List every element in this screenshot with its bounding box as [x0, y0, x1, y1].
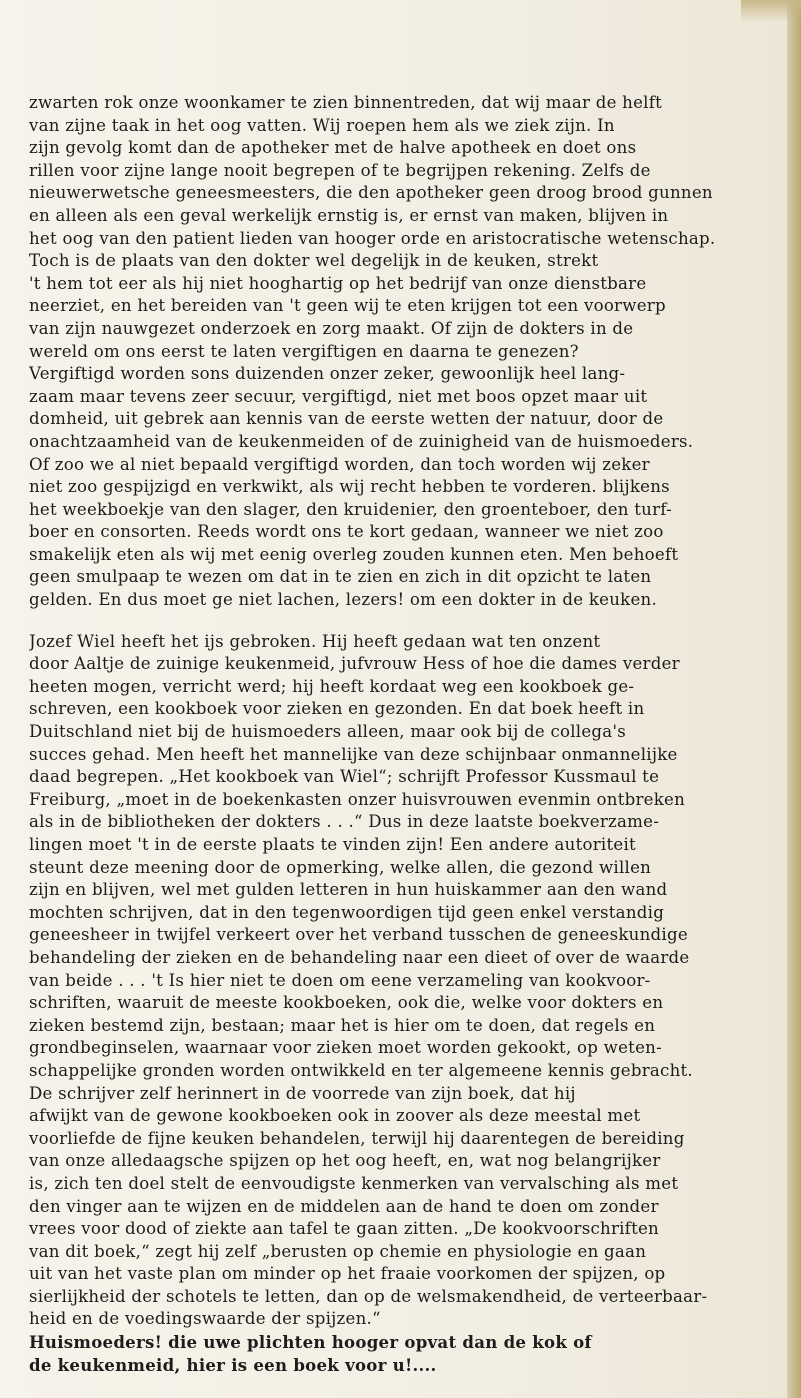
text-line: en alleen als een geval werkelijk ernstig is, er ernst van maken, blijven in — [29, 205, 669, 225]
text-line: steunt deze meening door de opmerking, welke allen, die gezond willen — [29, 857, 652, 877]
text-line: van zijn nauwgezet onderzoek en zorg maakt. Of zijn de dokters in de — [29, 318, 634, 338]
text-line: rillen voor zijne lange nooit begrepen of te begrijpen rekening. Zelfs de — [29, 160, 651, 180]
text-line: 't hem tot eer als hij niet hooghartig op het bedrijf van onze dienstbare — [29, 273, 647, 293]
text-line: van beide . . . 't Is hier niet te doen om eene verzameling van kookvoor- — [29, 970, 651, 990]
text-line: den vinger aan te wijzen en de middelen aan de hand te doen om zonder — [29, 1196, 659, 1216]
text-line: voorliefde de fijne keuken behandelen, terwijl hij daarentegen de bereiding — [29, 1128, 685, 1148]
text-line: domheid, uit gebrek aan kennis van de eerste wetten der natuur, door de — [29, 409, 664, 429]
text-line: succes gehad. Men heeft het mannelijke van deze schijnbaar onmannelijke — [29, 744, 678, 764]
text-line: zijn en blijven, wel met gulden letteren in hun huiskammer aan den wand — [29, 880, 668, 900]
text-line: afwijkt van de gewone kookboeken ook in zoover als deze meestal met — [29, 1106, 641, 1126]
text-line: wereld om ons eerst te laten vergiftigen en daarna te genezen? — [29, 341, 579, 361]
text-line: het weekboekje van den slager, den kruidenier, den groenteboer, den turf- — [29, 499, 672, 519]
text-line: mochten schrijven, dat in den tegenwoordigen tijd geen enkel verstandig — [29, 902, 665, 922]
text-line: van zijne taak in het oog vatten. Wij roepen hem als we ziek zijn. In — [29, 115, 615, 135]
text-line: boer en consorten. Reeds wordt ons te kort gedaan, wanneer we niet zoo — [29, 522, 664, 542]
text-line: smakelijk eten als wij met eenig overleg zouden kunnen eten. Men behoeft — [29, 544, 679, 564]
text-line: schriften, waaruit de meeste kookboeken, ook die, welke voor dokters en — [29, 993, 664, 1013]
text-line: schappelijke gronden worden ontwikkeld en ter algemeene kennis gebracht. — [29, 1060, 693, 1080]
text-line: nieuwerwetsche geneesmeesters, die den apotheker geen droog brood gunnen — [29, 183, 713, 203]
text-line: daad begrepen. „Het kookboek van Wiel“; schrijft Professor Kussmaul te — [29, 767, 660, 787]
text-line: heeten mogen, verricht werd; hij heeft kordaat weg een kookboek ge- — [29, 676, 635, 696]
paragraph-gap — [29, 612, 789, 631]
text-line: is, zich ten doel stelt de eenvoudigste kenmerken van vervalsching als met — [29, 1173, 679, 1193]
paragraph-doctor-in-kitchen — [29, 92, 789, 612]
text-line: zwarten rok onze woonkamer te zien binnentreden, dat wij maar de helft — [29, 93, 663, 112]
article-text — [29, 92, 789, 1376]
text-line: heid en de voedingswaarde der spijzen.“ — [29, 1309, 381, 1329]
text-line: gelden. En dus moet ge niet lachen, lezers! om een dokter in de keuken. — [29, 590, 657, 610]
text-line: als in de bibliotheken der dokters . . .“ Dus in deze laatste boekverzame- — [29, 812, 660, 832]
text-line: Jozef Wiel heeft het ijs gebroken. Hij heeft gedaan wat ten onzent — [29, 631, 601, 651]
paragraph-jozef-wiel — [29, 631, 789, 1331]
text-line: sierlijkheid der schotels te letten, dan op de welsmakendheid, de verteerbaar- — [29, 1286, 708, 1306]
text-line: Of zoo we al niet bepaald vergiftigd worden, dan toch worden wij zeker — [29, 454, 650, 474]
text-line: zieken bestemd zijn, bestaan; maar het is hier om te doen, dat regels en — [29, 1015, 656, 1035]
text-line: Toch is de plaats van den dokter wel degelijk in de keuken, strekt — [29, 251, 599, 271]
text-line: niet zoo gespijzigd en verkwikt, als wij recht hebben te vorderen. blijkens — [29, 477, 670, 497]
text-line: uit van het vaste plan om minder op het fraaie voorkomen der spijzen, op — [29, 1264, 666, 1284]
text-line: behandeling der zieken en de behandeling naar een dieet of over de waarde — [29, 947, 690, 967]
text-line: Vergiftigd worden sons duizenden onzer zeker, gewoonlijk heel lang- — [29, 364, 626, 384]
text-line: Freiburg, „moet in de boekenkasten onzer huisvrouwen evenmin ontbreken — [29, 789, 686, 809]
text-line: Huismoeders! die uwe plichten hooger opvat dan de kok of — [29, 1332, 592, 1353]
text-line: zaam maar tevens zeer secuur, vergiftigd, niet met boos opzet maar uit — [29, 386, 648, 406]
page-edge — [787, 0, 801, 1398]
text-line: grondbeginselen, waarnaar voor zieken moet worden gekookt, op weten- — [29, 1038, 662, 1058]
text-line: lingen moet 't in de eerste plaats te vinden zijn! Een andere autoriteit — [29, 835, 636, 854]
text-line: Duitschland niet bij de huismoeders alleen, maar ook bij de collega's — [29, 722, 627, 742]
text-line: schreven, een kookboek voor zieken en gezonden. En dat boek heeft in — [29, 699, 645, 719]
text-line: vrees voor dood of ziekte aan tafel te gaan zitten. „De kookvoorschriften — [29, 1219, 659, 1239]
text-line: van onze alledaagsche spijzen op het oog heeft, en, wat nog belangrijker — [29, 1151, 661, 1171]
text-line: het oog van den patient lieden van hooger orde en aristocratische wetenschap. — [29, 228, 716, 248]
paragraph-closing-appeal — [29, 1331, 789, 1376]
text-line: neerziet, en het bereiden van 't geen wij te eten krijgen tot een voorwerp — [29, 296, 666, 316]
text-line: door Aaltje de zuinige keukenmeid, jufvrouw Hess of hoe die dames verder — [29, 654, 680, 674]
text-line: onachtzaamheid van de keukenmeiden of de zuinigheid van de huismoeders. — [29, 431, 694, 451]
page-edge-stain — [741, 0, 801, 22]
text-line: De schrijver zelf herinnert in de voorrede van zijn boek, dat hij — [29, 1083, 576, 1103]
text-line: van dit boek,“ zegt hij zelf „berusten op chemie en physiologie en gaan — [29, 1241, 647, 1261]
text-line: geen smulpaap te wezen om dat in te zien en zich in dit opzicht te laten — [29, 567, 652, 587]
text-line: zijn gevolg komt dan de apotheker met de halve apotheek en doet ons — [29, 138, 637, 158]
text-line: de keukenmeid, hier is een boek voor u!.... — [29, 1354, 437, 1375]
text-line: geneesheer in twijfel verkeert over het verband tusschen de geneeskundige — [29, 925, 688, 945]
